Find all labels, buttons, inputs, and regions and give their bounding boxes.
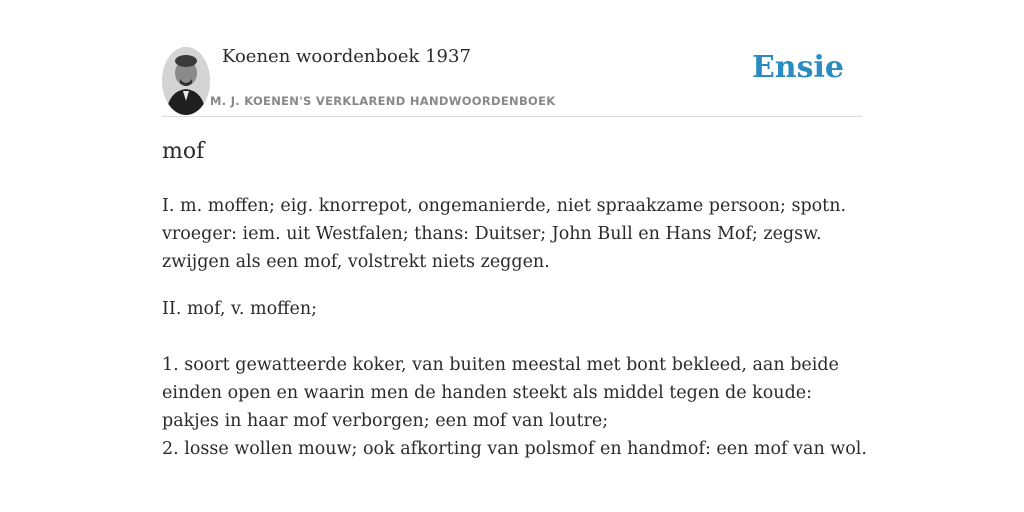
entry-sense-1: I. m. moffen; eig. knorrepot, ongemanierde, niet spraakzame persoon; spotn. vroeger: iem. uit Westfalen; thans: Duitser; John Bull en Hans Mof; zegsw. zwijgen als een mof, volstrekt niets zeggen. (162, 196, 847, 272)
dictionary-header (162, 46, 862, 117)
entry-sense-2-list (162, 351, 867, 463)
ensie-logo-link[interactable]: Ensie (751, 50, 844, 85)
author-portrait-avatar (162, 47, 210, 115)
dictionary-title[interactable]: Koenen woordenboek 1937 (222, 46, 471, 67)
entry-sense-2-item-1: 1. soort gewatteerde koker, van buiten meestal met bont bekleed, aan beide einden open en waarin men de handen steekt als middel tegen de koude: pakjes in haar mof verborgen; een mof van loutre; (162, 355, 839, 431)
entry-headword: mof (162, 139, 205, 164)
entry-sense-2-heading: II. mof, v. moffen; (162, 299, 318, 319)
dictionary-subtitle: M. J. KOENEN'S VERKLAREND HANDWOORDENBOEK (210, 94, 556, 108)
entry-sense-2-item-2: 2. losse wollen mouw; ook afkorting van polsmof en handmof: een mof van wol. (162, 439, 867, 459)
